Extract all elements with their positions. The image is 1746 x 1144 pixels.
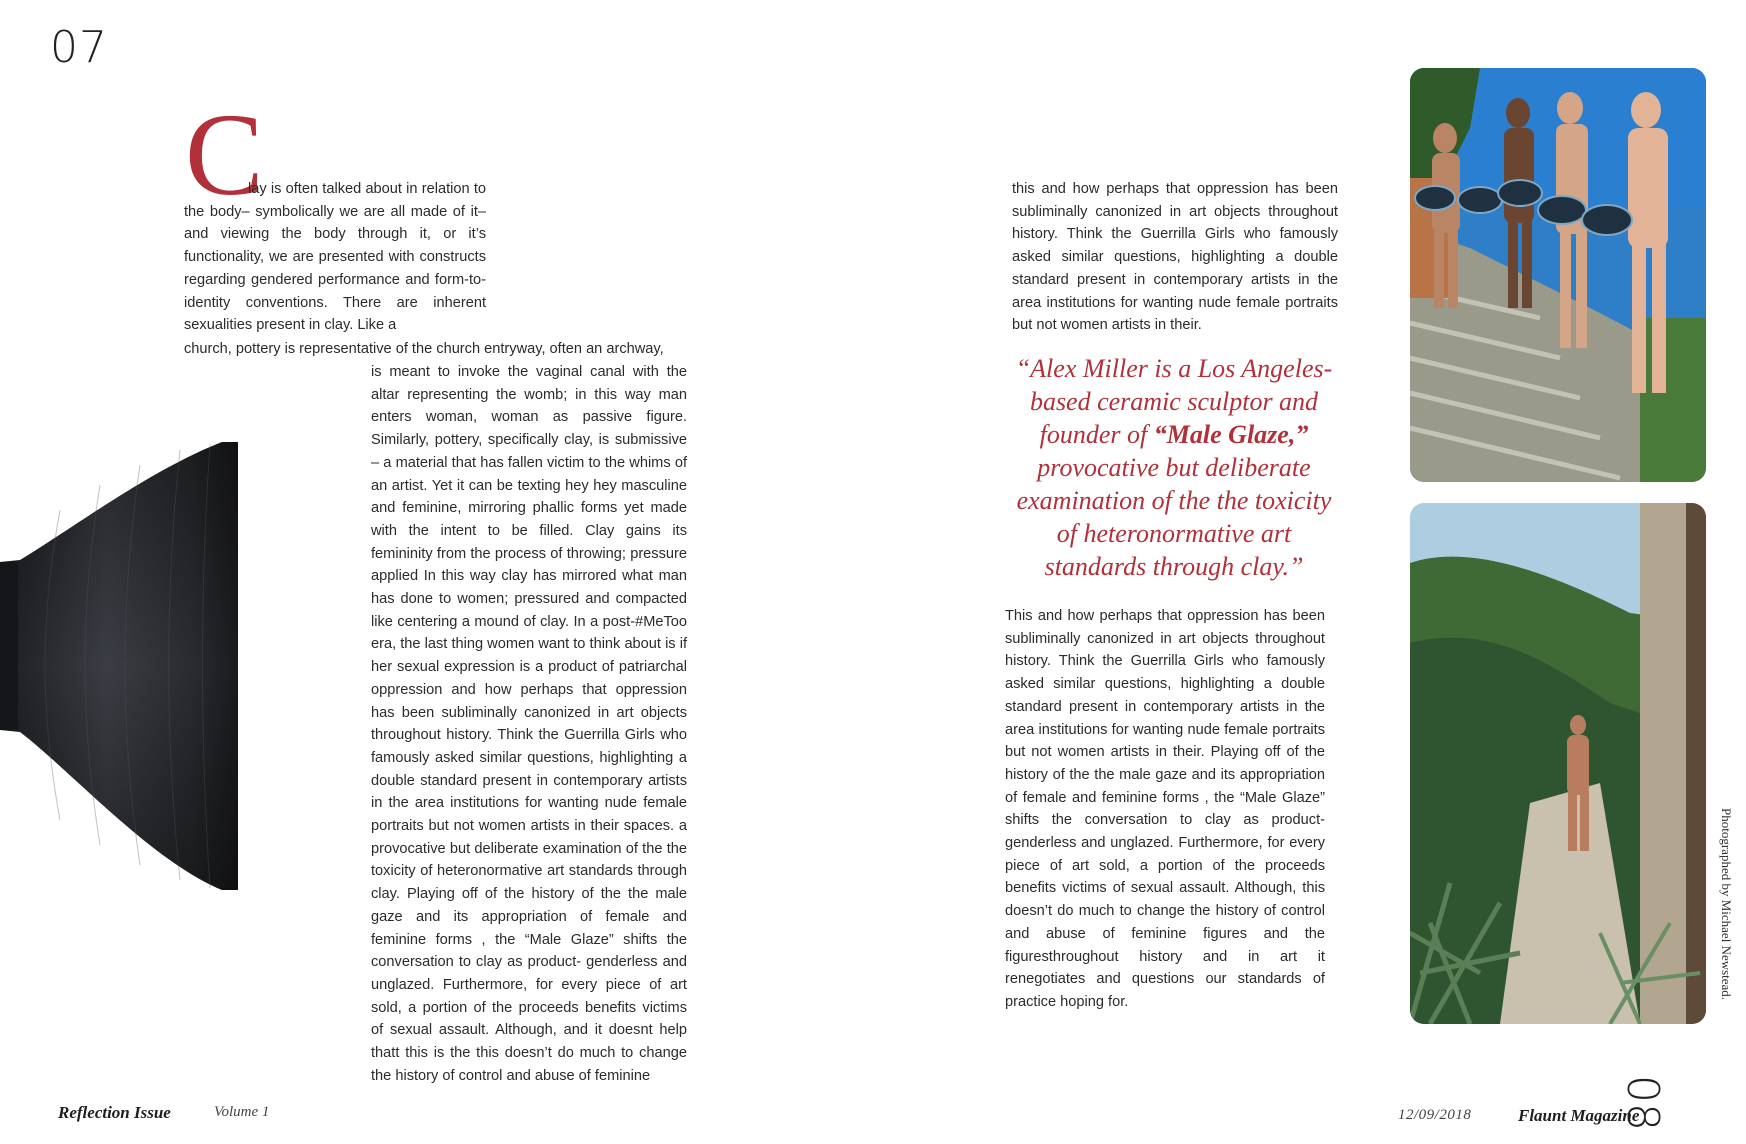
article-column-2-intro: this and how perhaps that oppression has been subliminally canonized in art objects throughout history. Think the Guerrilla Girls who famously asked similar questions, highlighting a double standard present in contemporary artists in the area institutions for wanting nude female portraits but not women artists in their. [1012, 181, 1338, 334]
drop-cap: C [185, 89, 264, 220]
garden-figure-photo [1410, 503, 1706, 1024]
pull-quote-part-2: provocative but deliberate examination of the the toxicity of heteronormative art standards through clay.” [1016, 453, 1332, 581]
pull-quote-emphasis: “Male Glaze,” [1153, 420, 1309, 449]
pull-quote [1004, 352, 1344, 583]
article-column-1-intro [184, 178, 486, 337]
magazine-name: Flaunt Magazine [1518, 1106, 1640, 1125]
men-with-bowls-photo [1410, 68, 1706, 482]
photo-credit: Photographed by Michael Newstead. [1719, 808, 1734, 1001]
issue-date: 12/09/2018 [1398, 1107, 1472, 1123]
article-column-2-body: This and how perhaps that oppression has been subliminally canonized in art objects throughout history. Think the Guerrilla Girls who famously asked similar questions, highlighting a double standard present in contemporary artists in the area institutions for wanting nude female portraits but not women artists in their. Playing off of the history of the the male gaze and its appropriation of female and feminine forms , the “Male Glaze” shifts the conversation to clay as product- genderless and unglazed. Furthermore, for every piece of art sold, a portion of the proceeds benefits victims of sexual assault. Although, this doesn’t do much to change the history of control and abuse of feminine figures and the figuresthroughout history and in art it renegotiates and questions our standards of practice hoping for. [1005, 608, 1325, 1010]
volume-label: Volume 1 [214, 1104, 270, 1120]
article-column-1-bridge: church, pottery is representative of the church entryway, often an archway, [184, 341, 664, 357]
article-column-1-body: is meant to invoke the vaginal canal with the altar representing the womb; in this way man enters woman, woman as passive figure. Similarly, pottery, specifically clay, is submissive – a material that has fallen victim to the whims of an artist. Yet it can be texting hey hey masculine and feminine, mirroring phallic forms yet made with the intent to be filled. Clay gains its femininity from the process of throwing; pressure applied In this way clay has mirrored what man has done to women; pressured and compacted like centering a mound of clay. In a post-#MeToo era, the last thing women want to think about is if her sexual expression is a product of patriarchal oppression and how perhaps that oppression has been subliminally canonized in art objects throughout history. Think the Guerrilla Girls who famously asked similar questions, highlighting a double standard present in contemporary artists in the area institutions for wanting nude female portraits but not women artists in their spaces. a provocative but deliberate examination of the the toxicity of heteronormative art standards through clay. Playing off of the history of the the male gaze and its appropriation of female and feminine forms , the “Male Glaze” shifts the conversation to clay as product- genderless and unglazed. Furthermore, for every piece of art sold, a portion of the proceeds benefits victims of sexual assault. Although, and it doesnt help thatt this is the this doesn’t do much to change the history of control and abuse of feminine [371, 364, 687, 1084]
article-column-1-intro-text: lay is often talked about in relation to the body– symbolically we are all made of it– and viewing the body through it, or it’s functionality, we are presented with constructs regarding gendered performance and form-to-identity conventions. There are inherent sexualities present in clay. Like a [184, 181, 486, 334]
page-number-right: 08 [1617, 1075, 1668, 1131]
pull-quote-part-1: “Alex Miller is a Los Angeles-based ceramic sculptor and founder of [1015, 354, 1333, 449]
ceramic-bowl-photo [0, 440, 238, 892]
issue-title: Reflection Issue [58, 1103, 171, 1122]
page-number-left: 07 [50, 22, 108, 73]
